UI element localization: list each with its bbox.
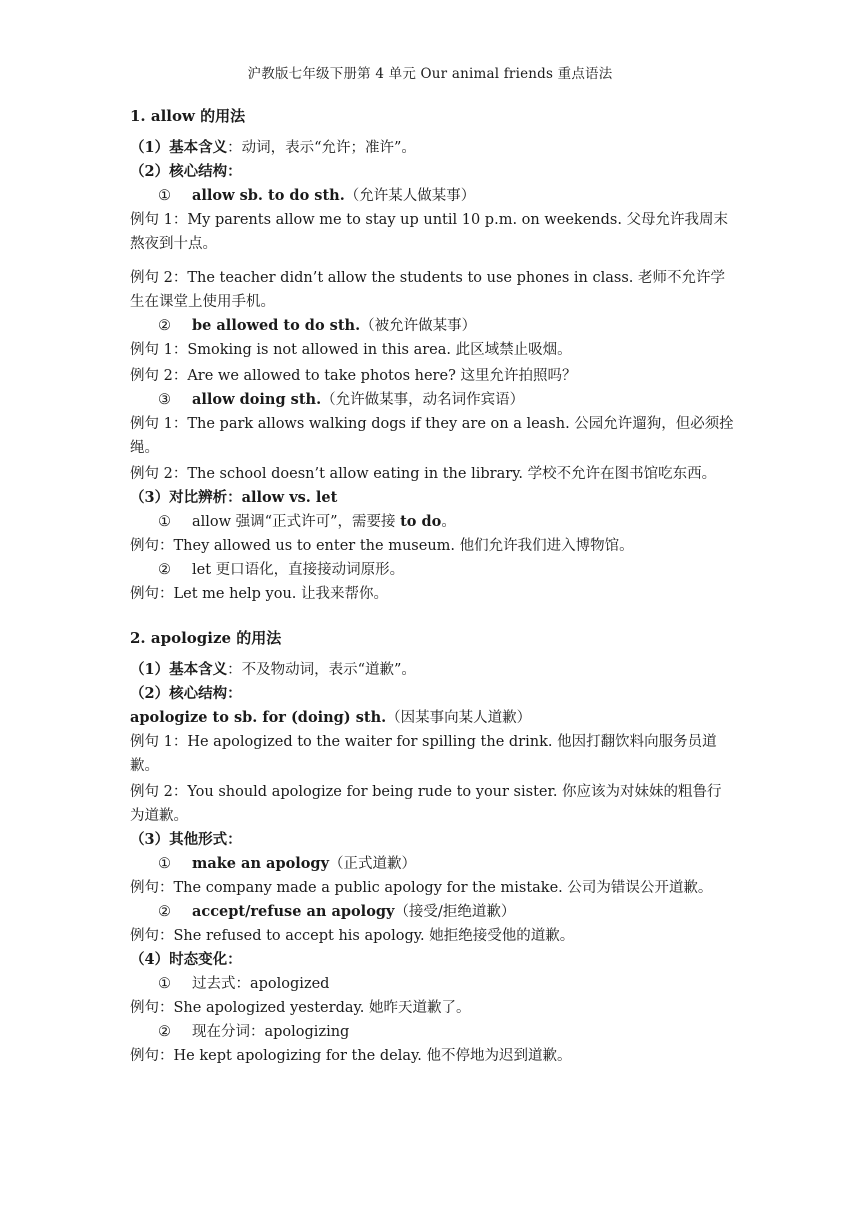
structure-pattern: allow doing sth.: [192, 391, 322, 408]
example-sentence: 例句：Let me help you. 让我来帮你。: [130, 586, 389, 602]
comparison-bold: to do: [400, 513, 442, 530]
comparison-text: let 更口语化，直接接动词原形。: [192, 562, 405, 578]
basic-meaning-text: ：动词，表示“允许；准许”。: [227, 140, 416, 156]
core-structure-label: （2）核心结构：: [130, 163, 242, 180]
structure-meaning: （因某事向某人道歉）: [386, 710, 532, 726]
item-number: ①: [158, 188, 171, 204]
page-header: 沪教版七年级下册第 4 单元 Our animal friends 重点语法: [247, 66, 613, 82]
structure-meaning: （允许某人做某事）: [344, 188, 476, 204]
tense-form: 过去式：apologized: [192, 976, 330, 992]
item-number: ②: [158, 904, 171, 920]
tense-label: （4）时态变化：: [130, 951, 242, 968]
example-sentence: 例句：They allowed us to enter the museum. 他们允许我们进入博物馆。: [130, 538, 634, 554]
item-number: ②: [158, 562, 171, 578]
structure-meaning: （允许做某事，动名词作宾语）: [321, 392, 525, 408]
document-body: [130, 104, 735, 1068]
example-sentence: 例句 2：The teacher didn’t allow the students to use phones in class. 老师不允许学生在课堂上使用手机。: [130, 270, 726, 310]
example-sentence: 例句 2：The school doesn’t allow eating in the library. 学校不允许在图书馆吃东西。: [130, 466, 717, 482]
comparison-text: allow 强调“正式许可”，需要接: [192, 514, 401, 530]
example-sentence: 例句：The company made a public apology for the mistake. 公司为错误公开道歉。: [130, 880, 713, 896]
example-sentence: 例句 1：Smoking is not allowed in this area. 此区域禁止吸烟。: [130, 342, 572, 358]
item-number: ②: [158, 1024, 171, 1040]
basic-meaning-label: （1）基本含义: [130, 139, 228, 156]
structure-pattern: allow sb. to do sth.: [192, 187, 345, 204]
structure-pattern: be allowed to do sth.: [192, 317, 361, 334]
item-number: ②: [158, 318, 171, 334]
item-number: ①: [158, 856, 171, 872]
item-number: ①: [158, 976, 171, 992]
section-title-apologize: 2. apologize 的用法: [130, 629, 282, 647]
structure-meaning: （被允许做某事）: [360, 318, 477, 334]
item-number: ③: [158, 392, 171, 408]
example-sentence: 例句：He kept apologizing for the delay. 他不停地为迟到道歉。: [130, 1048, 572, 1064]
core-structure-label: （2）核心结构：: [130, 685, 242, 702]
example-sentence: 例句 1：He apologized to the waiter for spilling the drink. 他因打翻饮料向服务员道歉。: [130, 734, 717, 774]
example-sentence: 例句 2：Are we allowed to take photos here? 这里允许拍照吗？: [130, 368, 577, 384]
structure-pattern: accept/refuse an apology: [192, 903, 395, 920]
example-sentence: 例句 1：My parents allow me to stay up until 10 p.m. on weekends. 父母允许我周末熬夜到十点。: [130, 212, 729, 252]
basic-meaning-label: （1）基本含义: [130, 661, 228, 678]
other-forms-label: （3）其他形式：: [130, 831, 242, 848]
comparison-end: 。: [441, 514, 456, 530]
section-title-allow: 1. allow 的用法: [130, 107, 246, 125]
example-sentence: 例句 2：You should apologize for being rude to your sister. 你应该为对妹妹的粗鲁行为道歉。: [130, 784, 722, 824]
example-sentence: 例句：She apologized yesterday. 她昨天道歉了。: [130, 1000, 471, 1016]
basic-meaning-text: ：不及物动词，表示“道歉”。: [227, 662, 416, 678]
structure-meaning: （正式道歉）: [329, 856, 416, 872]
item-number: ①: [158, 514, 171, 530]
structure-pattern: make an apology: [192, 855, 329, 872]
structure-pattern: apologize to sb. for (doing) sth.: [130, 709, 387, 726]
example-sentence: 例句 1：The park allows walking dogs if they are on a leash. 公园允许遛狗，但必须拴绳。: [130, 416, 734, 456]
example-sentence: 例句：She refused to accept his apology. 她拒绝接受他的道歉。: [130, 928, 575, 944]
comparison-label: （3）对比辨析：allow vs. let: [130, 489, 338, 506]
tense-form: 现在分词：apologizing: [192, 1024, 350, 1040]
structure-meaning: （接受/拒绝道歉）: [394, 904, 516, 920]
